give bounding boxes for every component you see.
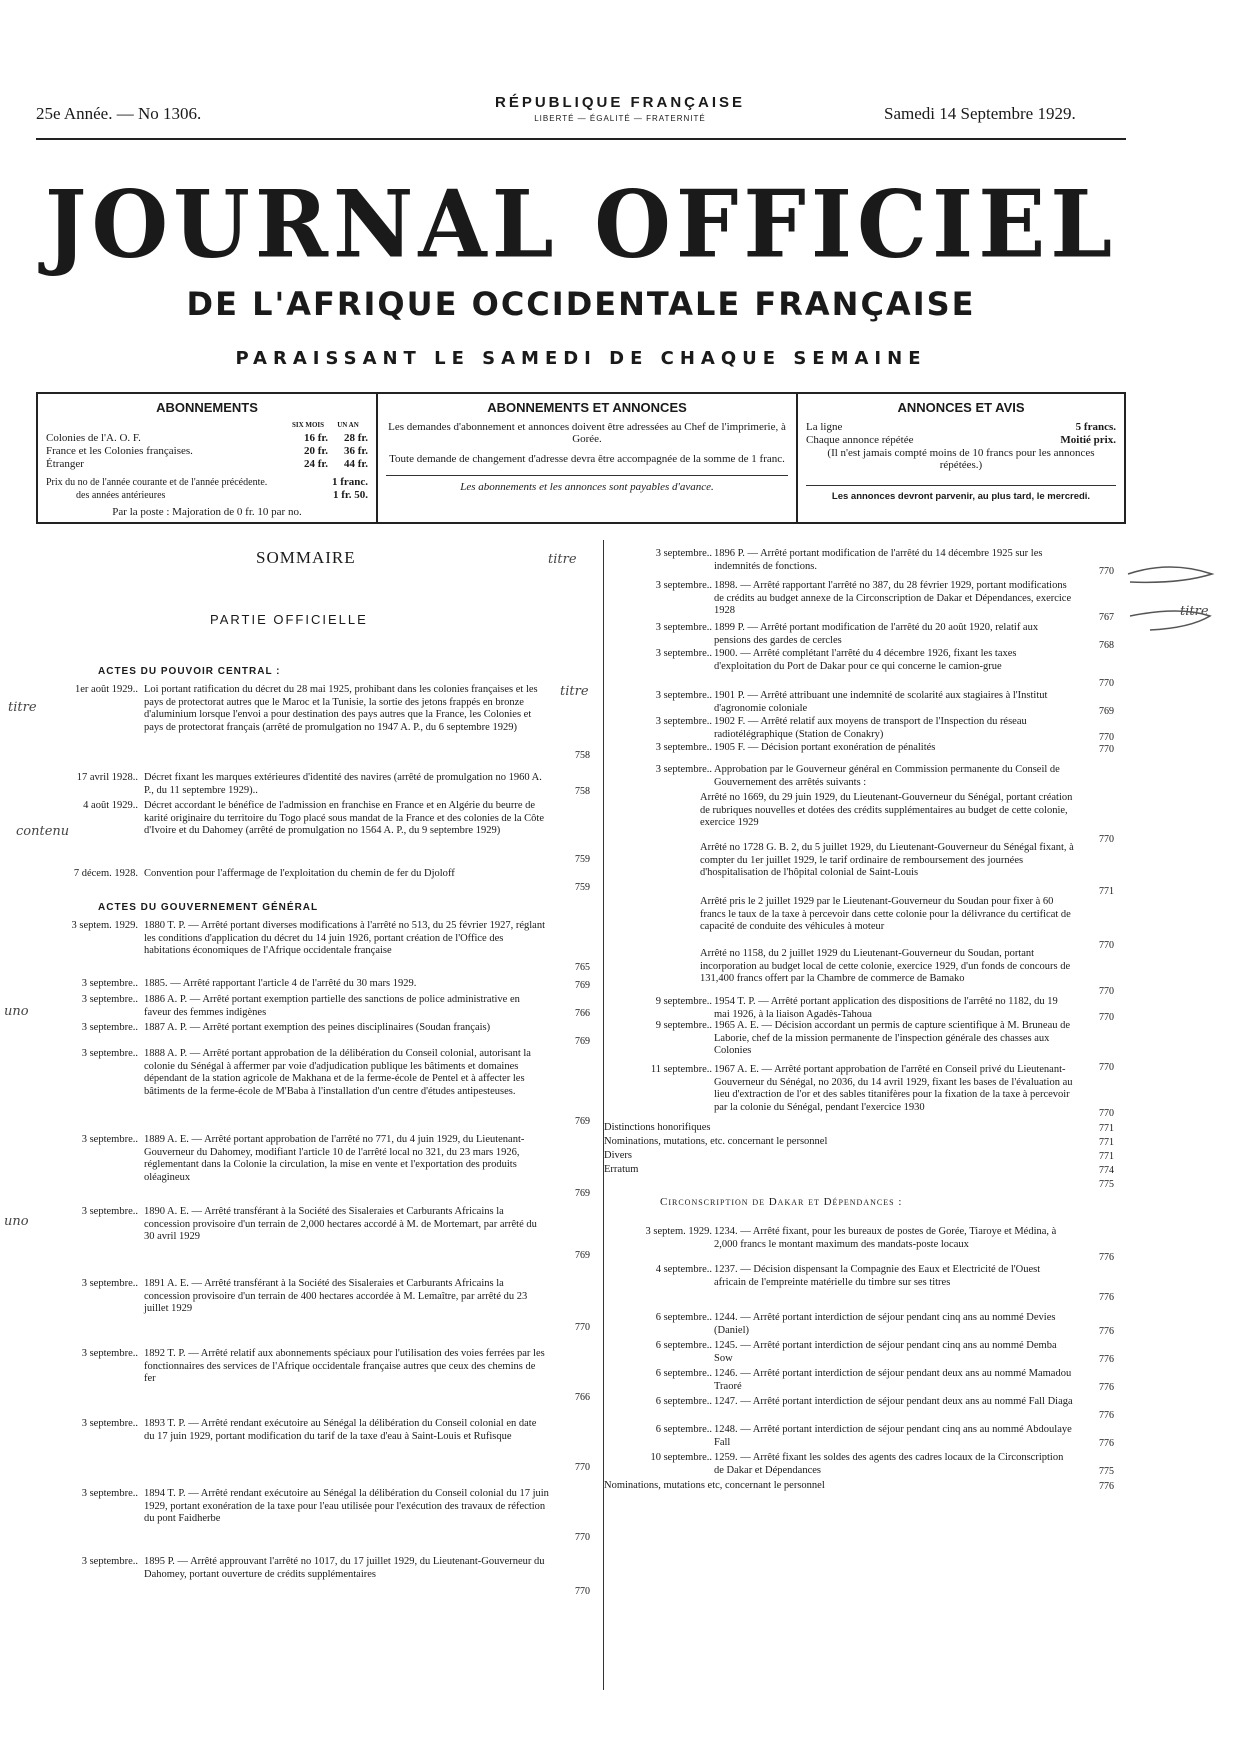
col-an-header: UN AN xyxy=(337,421,359,429)
handwritten-annotation: uno xyxy=(4,1004,29,1019)
list-item: 6 septembre.. 1248. — Arrêté portant interdiction de séjour pendant cinq ans au nommé Abdoulaye Fall 776 xyxy=(655,1424,1114,1449)
annonces-avis-column xyxy=(798,394,1124,522)
table-row: Étranger 24 fr. 44 fr. xyxy=(46,458,368,470)
col-six-header: SIX MOIS xyxy=(291,421,325,429)
list-item: 11 septembre.. 1967 A. E. — Arrêté portant approbation de l'arrêté en Conseil privé du Lieutenant-Gouverneur du Sénégal, no 2036, du 14 avril 1929, fixant les bases de l'évaluation au lieu d'extraction de l'or et des sables titanifères pour la fixation de la taxe à percevoir par la colonie du Sénégal, pendant l'exercice 1930 770 xyxy=(650,1064,1114,1119)
list-item: 6 septembre.. 1245. — Arrêté portant interdiction de séjour pendant cinq ans au nommé Demba Sow 776 xyxy=(655,1340,1114,1365)
journal-title: JOURNAL OFFICIEL xyxy=(44,169,1118,279)
list-item: 1er août 1929.. Loi portant ratification du décret du 28 mai 1925, prohibant dans les colonies françaises et les pays de protectorat autres que le Maroc et la Tunisie, la sortie des jetons frappés en bronze d'aluminium lorsque l'envoi a pour destination des pays autres que la France, les Colonies et pays de protectorat français (arrêté de promulgation no 1947 A. P., du 6 septembre 1929) 758 xyxy=(75,684,590,761)
journal-subtitle: DE L'AFRIQUE OCCIDENTALE FRANÇAISE xyxy=(186,285,976,323)
handwritten-annotation: uno xyxy=(4,1214,29,1229)
list-item: Nominations, mutations etc, concernant le personnel 776 xyxy=(604,1480,1114,1492)
partie-officielle: PARTIE OFFICIELLE xyxy=(210,612,368,627)
abonnements-table xyxy=(46,419,368,471)
section-dakar: Circonscription de Dakar et Dépendances : xyxy=(660,1196,903,1208)
annonces-avis-title: ANNONCES ET AVIS xyxy=(897,400,1025,415)
handwritten-annotation: titre xyxy=(560,684,589,699)
republic-name: RÉPUBLIQUE FRANÇAISE xyxy=(494,94,745,111)
list-item: Arrêté pris le 2 juillet 1929 par le Lieutenant-Gouverneur du Soudan pour fixer à 60 francs le taux de la taxe à percevoir dans cette colonie pour la délivrance du certificat de capacité de conduite des véhicules à moteur 770 xyxy=(700,896,1114,951)
list-item: 6 septembre.. 1247. — Arrêté portant interdiction de séjour pendant deux ans au nommé Fall Diaga 776 xyxy=(655,1396,1114,1421)
list-item: 3 septembre.. 1893 T. P. — Arrêté rendant exécutoire au Sénégal la délibération du Conseil colonial en date du 17 juin 1929, portant modification du tarif de la taxe d'eau à Saint-Louis et Rufisque 770 xyxy=(81,1418,590,1473)
list-item: 3 septembre.. 1905 F. — Décision portant exonération de pénalités 770 xyxy=(655,742,1114,755)
abonnements-column xyxy=(38,394,378,522)
sommaire-title: SOMMAIRE xyxy=(256,548,356,567)
handwritten-annotation: titre xyxy=(1180,604,1209,619)
section-gouvernement-general: ACTES DU GOUVERNEMENT GÉNÉRAL xyxy=(98,902,319,913)
list-item: 4 août 1929.. Décret accordant le bénéfice de l'admission en franchise en France et en Algérie du beurre de karité originaire du territoire du Togo placé sous mandat de la France et des colonies de la Côte d'Ivoire et du Dahomey (arrêté de promulgation no 1564 A. P., du 9 septembre 1929) 759 xyxy=(83,800,590,865)
list-item: 3 septembre.. Approbation par le Gouverneur général en Commission permanente du Conseil de Gouvernement des arrêtés suivants : xyxy=(655,764,1060,788)
abonnements-title: ABONNEMENTS xyxy=(156,400,258,415)
list-item: 17 avril 1928.. Décret fixant les marques extérieures d'identité des navires (arrêté de promulgation no 1960 A. P., du 11 septembre 1929).. 758 xyxy=(76,772,590,797)
list-item: Distinctions honorifiques 771 xyxy=(604,1122,1114,1134)
republic-block xyxy=(380,94,860,123)
annonces-delai: Les annonces devront parvenir, au plus tard, le mercredi. xyxy=(806,485,1116,502)
list-item: Divers 771 xyxy=(604,1150,1114,1162)
list-item: 6 septembre.. 1246. — Arrêté portant interdiction de séjour pendant deux ans au nommé Mamadou Traoré 776 xyxy=(655,1368,1114,1393)
list-item: Erratum 774 xyxy=(604,1164,1114,1176)
section-pouvoir-central: ACTES DU POUVOIR CENTRAL : xyxy=(98,666,281,677)
abo-annonces-p3: Les abonnements et les annonces sont payables d'avance. xyxy=(386,475,788,493)
list-item: 3 septembre.. 1898. — Arrêté rapportant l'arrêté no 387, du 28 février 1929, portant modifications de crédits au budget annexe de la Circonscription de Dakar et Dépendances, exercice 1928 767 xyxy=(655,580,1114,623)
list-item: 3 septem. 1929. 1234. — Arrêté fixant, pour les bureaux de postes de Gorée, Tiaroye et Médina, à 2,000 francs le montant maximum des mandats-poste locaux 776 xyxy=(645,1226,1114,1263)
issue-number: 25e Année. — No 1306. xyxy=(36,104,202,123)
handwritten-annotation: titre xyxy=(548,552,577,567)
table-row: Colonies de l'A. O. F. 16 fr. 28 fr. xyxy=(46,432,368,444)
header-rule xyxy=(36,138,1126,140)
handwritten-annotation: contenu xyxy=(16,824,70,839)
list-item: 9 septembre.. 1954 T. P. — Arrêté portant application des dispositions de l'arrêté no 1182, du 19 mai 1926, à la liaison Agadès-Tahoua 770 xyxy=(655,996,1114,1023)
handwritten-annotation: titre xyxy=(8,700,37,715)
annonces-table: La ligne 5 francs. Chaque annonce répétée Moitié prix. xyxy=(806,421,1116,446)
list-item: 3 septem. 1929. 1880 T. P. — Arrêté portant diverses modifications à l'arrêté no 513, du 25 février 1927, réglant les conditions d'application du décret du 14 juin 1926, portant création de l'Office des habitations économiques de l'Afrique occidentale française 765 xyxy=(71,920,590,973)
prix-table: Prix du no de l'année courante et de l'année précédente. 1 franc. des années antérieures 1 fr. 50. xyxy=(46,476,368,501)
list-item: 3 septembre.. 1896 P. — Arrêté portant modification de l'arrêté du 14 décembre 1925 sur les indemnités de fonctions. 770 xyxy=(655,548,1114,577)
list-item: 3 septembre.. 1899 P. — Arrêté portant modification de l'arrêté du 20 août 1920, relatif aux pensions des gardes de cercles 768 xyxy=(655,622,1114,651)
list-item: 3 septembre.. 1900. — Arrêté complétant l'arrêté du 4 décembre 1926, fixant les taxes d'exploitation du Port de Dakar pour ce qui concerne le camion-grue 770 xyxy=(655,648,1114,689)
table-row: France et les Colonies françaises. 20 fr. 36 fr. xyxy=(46,445,368,457)
subscription-box xyxy=(36,392,1126,524)
abo-annonces-title: ABONNEMENTS ET ANNONCES xyxy=(487,400,687,415)
list-item: Nominations, mutations, etc. concernant le personnel 771 xyxy=(604,1136,1114,1148)
journal-tagline: PARAISSANT LE SAMEDI DE CHAQUE SEMAINE xyxy=(235,348,927,369)
abo-annonces-column xyxy=(378,394,798,522)
list-item: 3 septembre.. 1887 A. P. — Arrêté portant exemption des peines disciplinaires (Soudan français) 769 xyxy=(81,1022,590,1047)
list-item: 3 septembre.. 1895 P. — Arrêté approuvant l'arrêté no 1017, du 17 juillet 1929, du Lieutenant-Gouverneur du Dahomey, portant ouverture de crédits supplémentaires 770 xyxy=(81,1556,590,1597)
abo-annonces-p2: Toute demande de changement d'adresse devra être accompagnée de la somme de 1 franc. xyxy=(389,453,785,465)
list-item: 775 xyxy=(1099,1178,1114,1190)
list-item: 3 septembre.. 1891 A. E. — Arrêté transférant à la Société des Sisaleraies et Carburants Africains la concession provisoire d'un terrain de 400 hectares accordée à M. Lemaître, par arrêté du 23 juillet 1929 770 xyxy=(81,1278,590,1333)
list-item: 3 septembre.. 1892 T. P. — Arrêté relatif aux abonnements spéciaux pour l'utilisation des voies ferrées par les fonctionnaires des services de l'Afrique occidentale française autres que ceux des chemins de fer 766 xyxy=(81,1348,590,1403)
handwritten-mark xyxy=(1120,556,1220,656)
list-item: 3 septembre.. 1886 A. P. — Arrêté portant exemption partielle des sanctions de police administrative en faveur des femmes indigènes 766 xyxy=(81,994,590,1019)
republic-motto: LIBERTÉ — ÉGALITÉ — FRATERNITÉ xyxy=(534,114,706,123)
abo-annonces-p1: Les demandes d'abonnement et annonces doivent être adressées au Chef de l'imprimerie, à Gorée. xyxy=(388,421,786,445)
list-item: 7 décem. 1928. Convention pour l'affermage de l'exploitation du chemin de fer du Djoloff 759 xyxy=(73,868,590,893)
list-item: 3 septembre.. 1885. — Arrêté rapportant l'article 4 de l'arrêté du 30 mars 1929. 769 xyxy=(81,978,590,991)
list-item: 3 septembre.. 1888 A. P. — Arrêté portant approbation de la délibération du Conseil colonial, autorisant la colonie du Sénégal à affermer par voie d'adjudication publique les bâtiments et domaines dépendant de la station agricole de Makhana et de la ferme-école de Pentel et à affecter les bâtiments de la ferme-école de M'Baba à l'installation d'un centre d'études antipesteuses. 769 xyxy=(81,1048,590,1127)
list-item: Arrêté no 1728 G. B. 2, du 5 juillet 1929, du Lieutenant-Gouverneur du Sénégal fixant, à compter du 1er juillet 1929, le tarif ordinaire de remboursement des journées d'hospitalisation de l'hôpital colonial de Saint-Louis 771 xyxy=(700,842,1114,897)
list-item: 3 septembre.. 1890 A. E. — Arrêté transférant à la Société des Sisaleraies et Carburants Africains la concession provisoire d'un terrain de 2,000 hectares accordé à M. de Mortemart, par arrêté du 30 avril 1929 769 xyxy=(81,1206,590,1261)
list-item: 10 septembre.. 1259. — Arrêté fixant les soldes des agents des cadres locaux de la Circonscription de Dakar et Dépendances 775 xyxy=(650,1452,1114,1477)
list-item: 3 septembre.. 1901 P. — Arrêté attribuant une indemnité de scolarité aux stagiaires à l'Institut d'agronomie coloniale 769 xyxy=(655,690,1114,717)
list-item: Arrêté no 1158, du 2 juillet 1929 du Lieutenant-Gouverneur du Soudan, portant incorporation au budget local de cette colonie, exercice 1929, d'un fonds de concours de 131,400 francs offert par la Chambre de commerce de Bamako 770 xyxy=(700,948,1114,997)
list-item: 3 septembre.. 1894 T. P. — Arrêté rendant exécutoire au Sénégal la délibération du Conseil colonial du 17 juin 1929, portant exonération de la taxe pour l'eau utilisée pour l'exécution des travaux de réfection du pont Faidherbe 770 xyxy=(81,1488,590,1543)
list-item: 6 septembre.. 1244. — Arrêté portant interdiction de séjour pendant cinq ans au nommé Devies (Daniel) 776 xyxy=(655,1312,1114,1337)
list-item: 4 septembre.. 1237. — Décision dispensant la Compagnie des Eaux et Electricité de l'Ouest africain de l'empreinte matérielle du timbre sur ses titres 776 xyxy=(655,1264,1114,1303)
poste-note: Par la poste : Majoration de 0 fr. 10 par no. xyxy=(112,506,302,518)
list-item: 3 septembre.. 1889 A. E. — Arrêté portant approbation de l'arrêté no 771, du 4 juin 1929, du Lieutenant-Gouverneur du Dahomey, modifiant l'article 10 de l'arrêté local no 321, du 23 mars 1926, réglementant dans la Colonie la circulation, la mise en vente et l'exportation des produits oléagineux 769 xyxy=(81,1134,590,1199)
list-item: 9 septembre.. 1965 A. E. — Décision accordant un permis de capture scientifique à M. Bruneau de Laborie, chef de la mission permanente de l'inspection générale des chasses aux Colonies 770 xyxy=(655,1020,1114,1073)
list-item: Arrêté no 1669, du 29 juin 1929, du Lieutenant-Gouverneur du Sénégal, portant création de rubriques nouvelles et dotées des crédits supplémentaires au budget de cette colonie, exercice 1929 770 xyxy=(700,792,1114,845)
issue-date: Samedi 14 Septembre 1929. xyxy=(884,104,1076,123)
annonces-note: (Il n'est jamais compté moins de 10 francs pour les annonces répétées.) xyxy=(827,447,1095,471)
list-item: 3 septembre.. 1902 F. — Arrêté relatif aux moyens de transport de l'Inspection du réseau radiotélégraphique (Station de Conakry) 770 xyxy=(655,716,1114,743)
